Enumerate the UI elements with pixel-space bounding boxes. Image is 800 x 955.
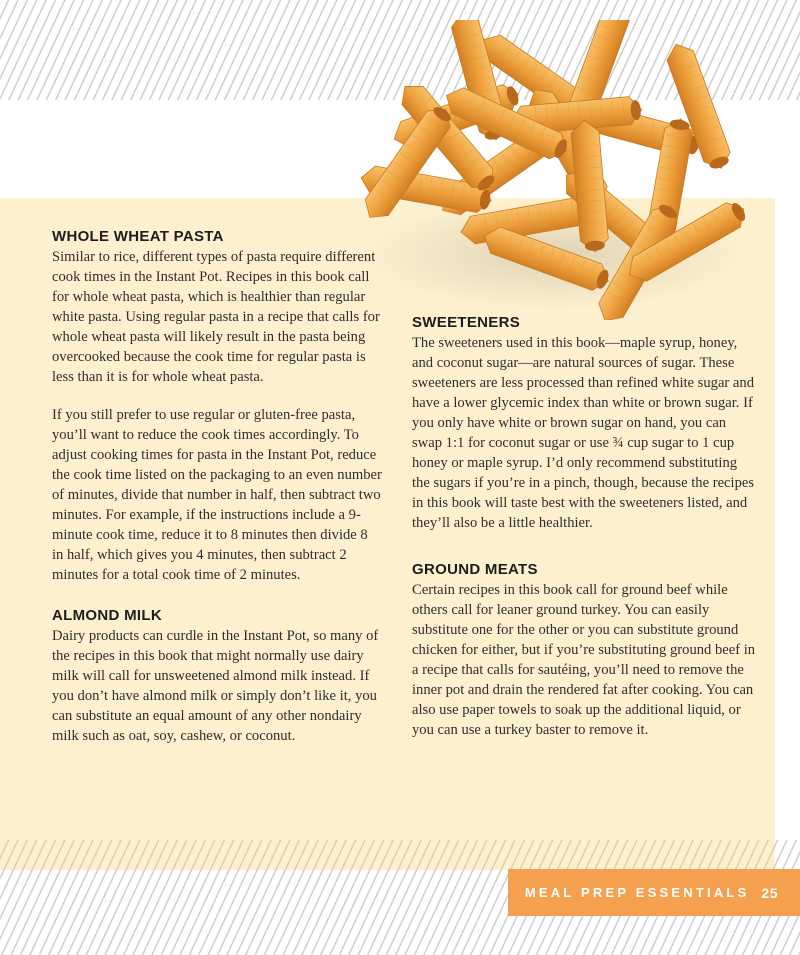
decorative-stripes-panel	[0, 840, 775, 870]
heading-sweeteners: SWEETENERS	[412, 314, 521, 331]
paragraph: Certain recipes in this book call for ground beef while others call for leaner ground turkey. You can easily substitute one for the other or you can substitute ground chicken for either, but if you’re substituting ground beef in a recipe that calls for sautéing, you’ll need to remove the inner pot and drain the rendered fat after cooking. You can also use paper towels to soak up the additional liquid, or you can use a turkey baster to remove it.	[412, 582, 756, 738]
paragraph: If you still prefer to use regular or gluten-free pasta, you’ll want to reduce the cook times accordingly. To adjust cooking times for pasta in the Instant Pot, reduce the cook time listed on the packaging to an even number of minutes, divide that number in half, then subtract two minutes. For example, if the instructions include a 9-minute cook time, reduce it to 8 minutes then divide 8 in half, which gives you 4 minutes, then subtract 2 minutes for a total cook time of 2 minutes.	[52, 407, 382, 583]
section-sweeteners	[412, 314, 757, 533]
section-whole-wheat-pasta	[52, 228, 382, 585]
heading-ground-meats: GROUND MEATS	[412, 561, 538, 578]
section-ground-meats	[412, 561, 757, 740]
section-almond-milk	[52, 607, 382, 746]
left-column	[52, 228, 382, 768]
paragraph: Similar to rice, different types of pasta require different cook times in the Instant Pot. Recipes in this book call for whole wheat pasta, which is healthier than regular white pasta. Using regular pasta in a recipe that calls for whole wheat pasta will likely result in the pasta being overcooked because the cook time for regular pasta is less than it is for whole wheat pasta.	[52, 249, 380, 385]
page-number: 25	[761, 884, 778, 901]
heading-almond-milk: ALMOND MILK	[52, 607, 162, 624]
footer-section-title: MEAL PREP ESSENTIALS	[524, 885, 750, 900]
heading-whole-wheat-pasta: WHOLE WHEAT PASTA	[52, 228, 224, 245]
penne-pasta-image	[340, 20, 760, 320]
paragraph: The sweeteners used in this book—maple syrup, honey, and coconut sugar—are natural sources of sugar. These sweeteners are less processed than refined white sugar and have a lower glycemic index than white or brown sugar. If you only have white or brown sugar on hand, you can swap 1:1 for coconut sugar or use ¾ cup sugar to 1 cup honey or maple syrup. I’d only recommend substituting the sugars if you’re in a pinch, though, because the recipes in this book will taste best with the sweeteners listed, and they’ll also be a little healthier.	[412, 335, 755, 531]
paragraph: Dairy products can curdle in the Instant Pot, so many of the recipes in this book that might normally use dairy milk will call for unsweetened almond milk instead. If you don’t have almond milk or simply don’t like it, you can substitute an equal amount of any other nondairy milk such as oat, soy, cashew, or coconut.	[52, 628, 379, 744]
right-column	[412, 314, 757, 762]
footer-bar	[508, 869, 800, 916]
